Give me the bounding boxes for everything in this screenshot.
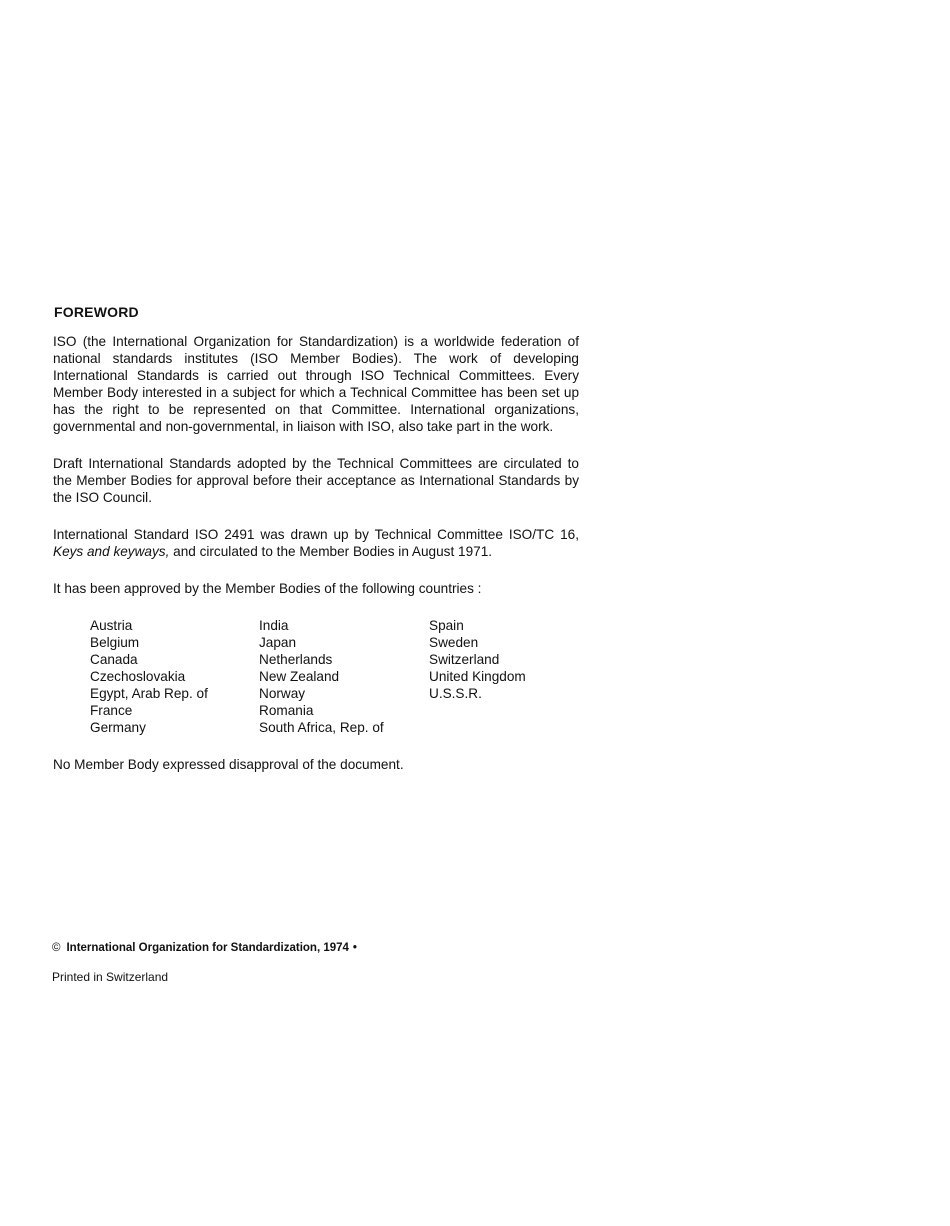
paragraph-approval: It has been approved by the Member Bodies of the following countries : <box>53 581 482 596</box>
country-item: India <box>259 618 289 633</box>
copyright-text: International Organization for Standardization, 1974 <box>66 942 349 954</box>
country-item: South Africa, Rep. of <box>259 720 384 735</box>
country-item: Spain <box>429 618 464 633</box>
country-item: Switzerland <box>429 652 500 667</box>
country-item: Egypt, Arab Rep. of <box>90 686 208 701</box>
country-column-3 <box>429 617 559 736</box>
country-item: Japan <box>259 635 297 650</box>
country-item: Czechoslovakia <box>90 669 186 684</box>
paragraph-standard-origin <box>53 526 579 560</box>
country-item: Canada <box>90 652 138 667</box>
country-item: New Zealand <box>259 669 340 684</box>
country-item: Norway <box>259 686 306 701</box>
copyright-line <box>52 942 357 954</box>
paragraph-no-disapproval: No Member Body expressed disapproval of the document. <box>53 757 404 772</box>
country-item: Belgium <box>90 635 140 650</box>
country-column-2 <box>259 617 429 736</box>
country-item: Austria <box>90 618 133 633</box>
country-item: Germany <box>90 720 146 735</box>
country-column-1 <box>90 617 259 736</box>
printed-in-line: Printed in Switzerland <box>52 970 169 984</box>
foreword-heading: FOREWORD <box>54 304 139 320</box>
copyright-icon: © <box>52 942 61 954</box>
paragraph-iso-intro: ISO (the International Organization for Standardization) is a worldwide federation of national standards institutes (ISO Member Bodies). The work of developing International Standards is carried out through ISO Technical Committees. Every Member Body interested in a subject for which a Technical Committee has been set up has the right to be represented on that Committee. International organizations, governmental and non-governmental, in liaison with ISO, also take part in the work. <box>53 334 579 434</box>
country-item: U.S.S.R. <box>429 686 482 701</box>
country-item: Netherlands <box>259 652 333 667</box>
paragraph-standard-origin-end: and circulated to the Member Bodies in August 1971. <box>169 544 493 559</box>
country-item: United Kingdom <box>429 669 526 684</box>
committee-title: Keys and keyways, <box>53 544 170 559</box>
country-item: Romania <box>259 703 314 718</box>
bullet-icon: • <box>352 942 357 954</box>
country-item: Sweden <box>429 635 479 650</box>
paragraph-draft-standards: Draft International Standards adopted by the Technical Committees are circulated to the Member Bodies for approval before their acceptance as International Standards by the ISO Council. <box>53 456 579 505</box>
country-item: France <box>90 703 133 718</box>
country-list <box>90 617 559 736</box>
paragraph-standard-origin-start: International Standard ISO 2491 was drawn up by Technical Committee ISO/TC 16, <box>53 527 579 542</box>
